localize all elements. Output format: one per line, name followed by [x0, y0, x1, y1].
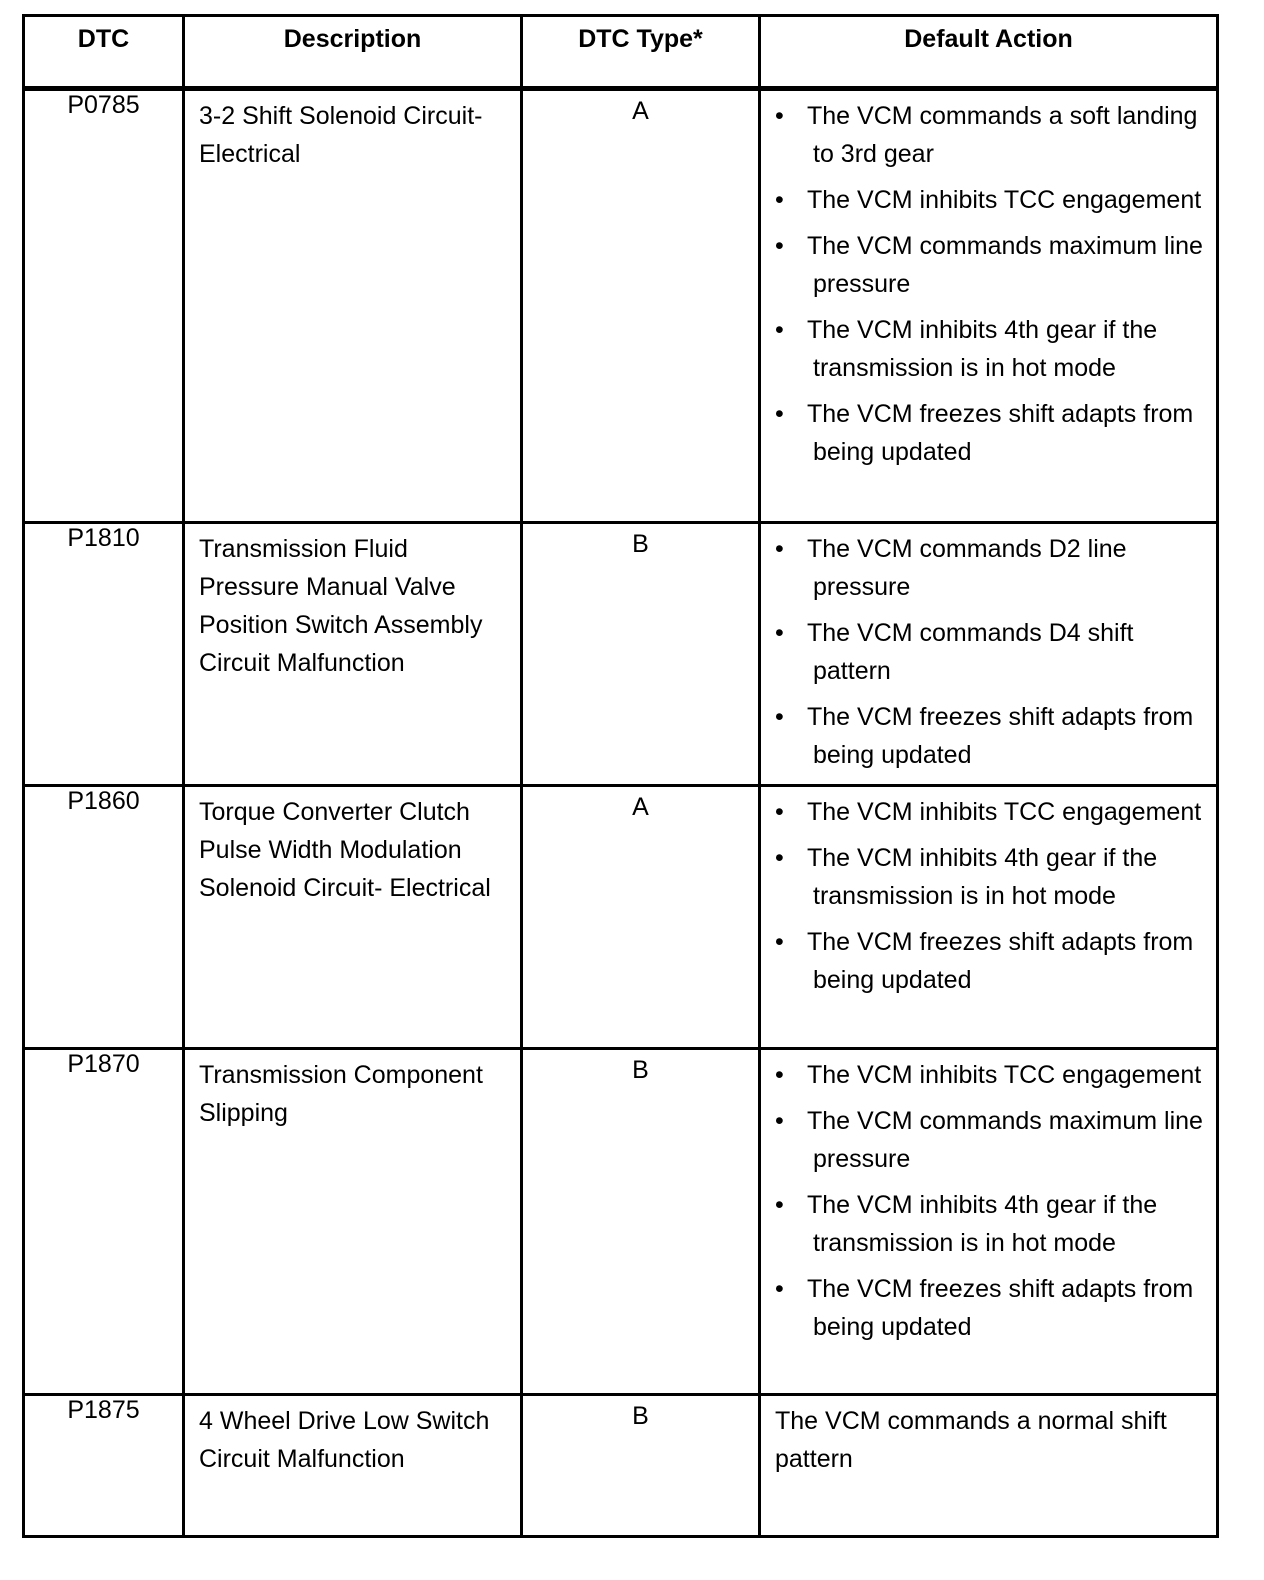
- bullet-icon: •: [775, 1191, 784, 1219]
- bullet-icon: •: [775, 186, 784, 214]
- bullet-icon: •: [775, 798, 784, 826]
- action-item: • The VCM inhibits TCC engagement: [775, 793, 1208, 831]
- dtc-type: B: [522, 1049, 760, 1395]
- dtc-description: 4 Wheel Drive Low Switch Circuit Malfunction: [184, 1395, 522, 1537]
- dtc-type: B: [522, 1395, 760, 1537]
- action-item: • The VCM inhibits 4th gear if the transmission is in hot mode: [775, 311, 1208, 387]
- header-row: [24, 16, 1218, 89]
- action-item: • The VCM freezes shift adapts from being updated: [775, 1270, 1208, 1346]
- dtc-description: 3-2 Shift Solenoid Circuit- Electrical: [184, 89, 522, 523]
- dtc-type: A: [522, 89, 760, 523]
- table-row: [24, 89, 1218, 523]
- bullet-icon: •: [775, 703, 784, 731]
- bullet-icon: •: [775, 102, 784, 130]
- action-item: • The VCM freezes shift adapts from being updated: [775, 923, 1208, 999]
- dtc-description: Torque Converter Clutch Pulse Width Modulation Solenoid Circuit- Electrical: [184, 786, 522, 1049]
- header-default-action: Default Action: [760, 16, 1218, 89]
- header-dtc-type: DTC Type*: [522, 16, 760, 89]
- bullet-icon: •: [775, 619, 784, 647]
- bullet-icon: •: [775, 316, 784, 344]
- default-action: [760, 1049, 1218, 1395]
- action-text: The VCM commands a normal shift pattern: [775, 1407, 1167, 1473]
- action-item: • The VCM inhibits TCC engagement: [775, 181, 1208, 219]
- bullet-icon: •: [775, 400, 784, 428]
- action-item: • The VCM freezes shift adapts from being updated: [775, 698, 1208, 774]
- dtc-code: P1875: [24, 1395, 184, 1537]
- dtc-type: B: [522, 523, 760, 786]
- dtc-type: A: [522, 786, 760, 1049]
- action-item: • The VCM commands a soft landing to 3rd gear: [775, 97, 1208, 173]
- header-dtc: DTC: [24, 16, 184, 89]
- bullet-icon: •: [775, 535, 784, 563]
- action-item: • The VCM inhibits 4th gear if the transmission is in hot mode: [775, 1186, 1208, 1262]
- default-action: [760, 89, 1218, 523]
- action-list: [775, 97, 1208, 471]
- dtc-description: Transmission Fluid Pressure Manual Valve Position Switch Assembly Circuit Malfunction: [184, 523, 522, 786]
- table-row: [24, 786, 1218, 1049]
- action-item: • The VCM commands maximum line pressure: [775, 227, 1208, 303]
- header-description: Description: [184, 16, 522, 89]
- action-item: • The VCM commands D4 shift pattern: [775, 614, 1208, 690]
- bullet-icon: •: [775, 1061, 784, 1089]
- default-action: [760, 1395, 1218, 1537]
- action-item: • The VCM commands D2 line pressure: [775, 530, 1208, 606]
- dtc-code: P0785: [24, 89, 184, 523]
- dtc-description: Transmission Component Slipping: [184, 1049, 522, 1395]
- bullet-icon: •: [775, 232, 784, 260]
- default-action: [760, 523, 1218, 786]
- action-item: • The VCM commands maximum line pressure: [775, 1102, 1208, 1178]
- action-list: [775, 1056, 1208, 1346]
- bullet-icon: •: [775, 1275, 784, 1303]
- bullet-icon: •: [775, 928, 784, 956]
- action-item: • The VCM inhibits TCC engagement: [775, 1056, 1208, 1094]
- action-item: • The VCM inhibits 4th gear if the transmission is in hot mode: [775, 839, 1208, 915]
- table-row: [24, 1395, 1218, 1537]
- action-list: [775, 793, 1208, 999]
- table-row: [24, 1049, 1218, 1395]
- bullet-icon: •: [775, 1107, 784, 1135]
- dtc-code: P1810: [24, 523, 184, 786]
- bullet-icon: •: [775, 844, 784, 872]
- dtc-table: [22, 14, 1219, 1538]
- action-item: • The VCM freezes shift adapts from being updated: [775, 395, 1208, 471]
- action-list: [775, 530, 1208, 774]
- default-action: [760, 786, 1218, 1049]
- table-row: [24, 523, 1218, 786]
- dtc-code: P1870: [24, 1049, 184, 1395]
- dtc-code: P1860: [24, 786, 184, 1049]
